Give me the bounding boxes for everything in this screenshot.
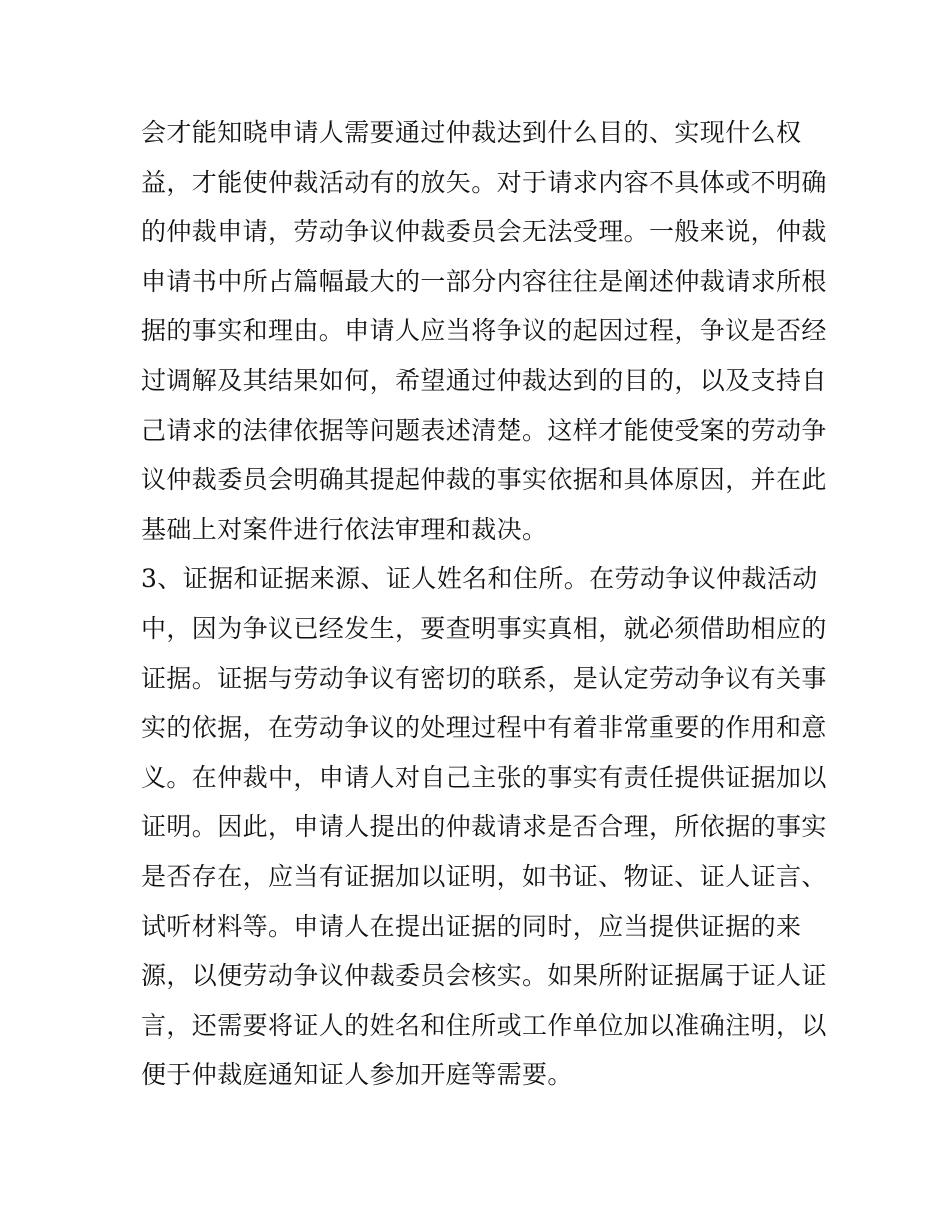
body-text [141, 108, 831, 1100]
text-line: 议仲裁委员会明确其提起仲裁的事实依据和具体原因，并在此 [141, 465, 827, 495]
text-line: 源，以便劳动争议仲裁委员会核实。如果所附证据属于证人证 [141, 961, 827, 991]
text-line: 证据。证据与劳动争议有密切的联系，是认定劳动争议有关事 [141, 663, 827, 693]
text-line: 申请书中所占篇幅最大的一部分内容往往是阐述仲裁请求所根 [141, 266, 827, 296]
text-line: 实的依据，在劳动争议的处理过程中有着非常重要的作用和意 [141, 713, 827, 743]
text-line: 3、证据和证据来源、证人姓名和住所。在劳动争议仲裁活动 [141, 564, 818, 594]
text-line: 中，因为争议已经发生，要查明事实真相，就必须借助相应的 [141, 613, 827, 643]
text-line: 据的事实和理由。申请人应当将争议的起因过程，争议是否经 [141, 316, 827, 346]
text-line: 己请求的法律依据等问题表述清楚。这样才能使受案的劳动争 [141, 415, 827, 445]
text-line: 基础上对案件进行依法审理和裁决。 [141, 514, 548, 544]
text-line: 试听材料等。申请人在提出证据的同时，应当提供证据的来 [141, 911, 802, 941]
text-line: 便于仲裁庭通知证人参加开庭等需要。 [141, 1060, 573, 1090]
text-line: 义。在仲裁中，申请人对自己主张的事实有责任提供证据加以 [141, 762, 827, 792]
text-line: 是否存在，应当有证据加以证明，如书证、物证、证人证言、 [141, 861, 827, 891]
text-line: 过调解及其结果如何，希望通过仲裁达到的目的，以及支持自 [141, 365, 827, 395]
text-line: 证明。因此，申请人提出的仲裁请求是否合理，所依据的事实 [141, 812, 827, 842]
text-line: 益，才能使仲裁活动有的放矢。对于请求内容不具体或不明确 [141, 167, 827, 197]
text-line: 会才能知晓申请人需要通过仲裁达到什么目的、实现什么权 [141, 118, 802, 147]
text-line: 的仲裁申请，劳动争议仲裁委员会无法受理。一般来说，仲裁 [141, 217, 827, 247]
text-line: 言，还需要将证人的姓名和住所或工作单位加以准确注明，以 [141, 1010, 827, 1040]
